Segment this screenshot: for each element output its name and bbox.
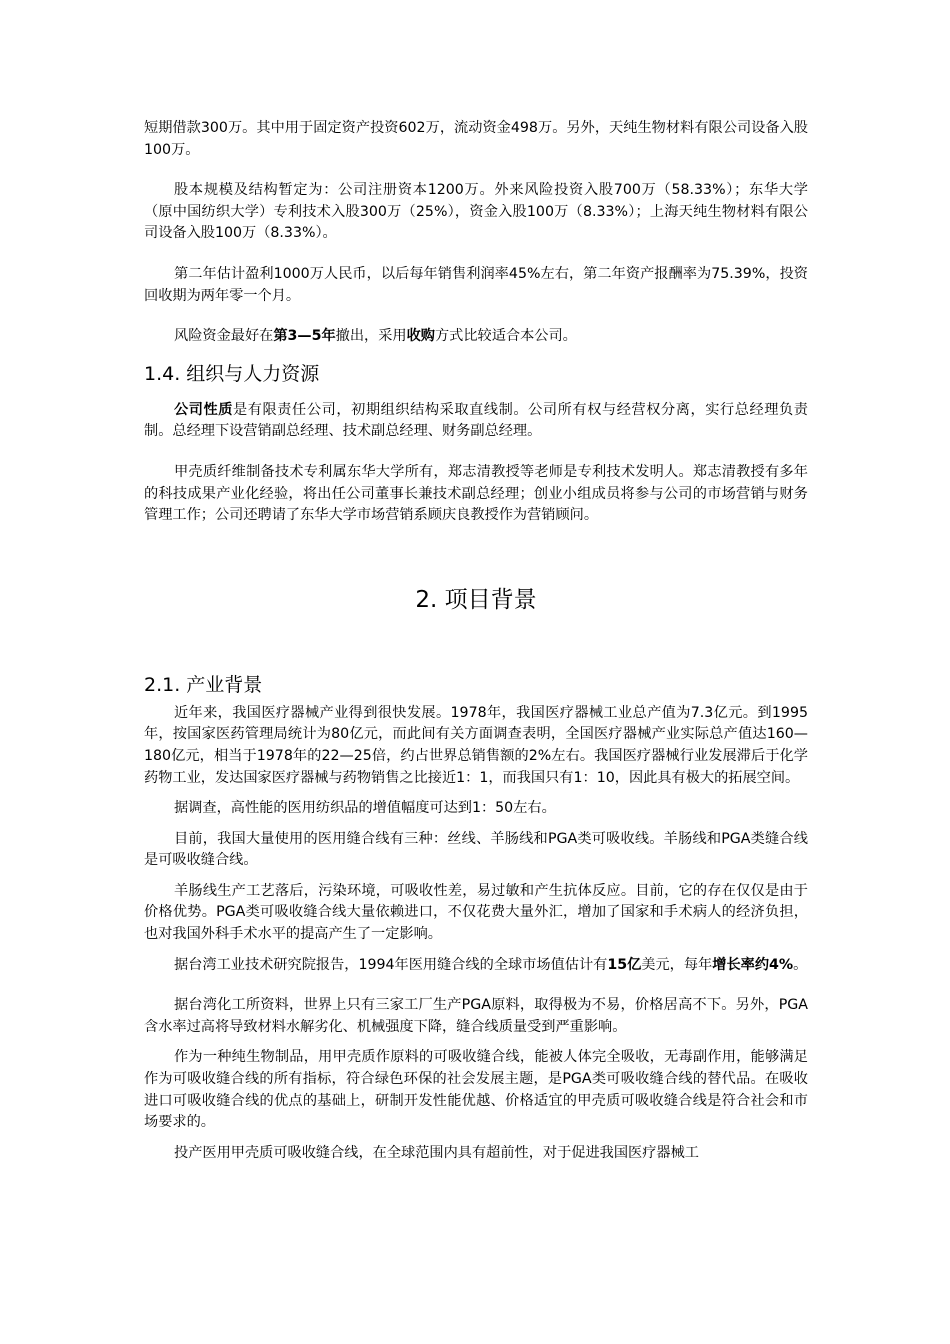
text-run: 。	[793, 956, 808, 973]
paragraph-pga-supply: 据台湾化工所资料，世界上只有三家工厂生产PGA原料，取得极为不易，价格居高不下。另外，PGA含水率过高将导致材料水解劣化、机械强度下降，缝合线质量受到严重影响。	[144, 997, 808, 1035]
bold-text: 15亿	[607, 956, 642, 973]
bold-text: 公司性质	[174, 401, 234, 418]
paragraph-company-nature	[144, 400, 808, 443]
text-run: 撤出，采用	[335, 328, 407, 345]
text-run: 风险资金最好在	[174, 328, 274, 345]
paragraph-exit-strategy	[144, 326, 808, 348]
paragraph-textile-value: 据调查，高性能的医用纺织品的增值幅度可达到1：50左右。	[174, 800, 556, 817]
text-run: 是有限责任公司，初期组织结构采取直线制。公司所有权与经营权分离，实行总经理负责制。总经理下设营销副总经理、技术副总经理、财务副总经理。	[144, 401, 808, 440]
paragraph-catgut-problems: 羊肠线生产工艺落后，污染环境，可吸收性差，易过敏和产生抗体反应。目前，它的存在仅仅是由于价格优势。PGA类可吸收缝合线大量依赖进口，不仅花费大量外汇，增加了国家和手术病人的经济负担，也对我国外科手术水平的提高产生了一定影响。	[144, 882, 808, 943]
text-run: 方式比较适合本公司。	[434, 328, 577, 345]
chapter-heading-2: 2. 项目背景	[415, 586, 537, 613]
paragraph-equity-structure: 股本规模及结构暂定为：公司注册资本1200万。外来风险投资入股700万（58.33%）；东华大学（原中国纺织大学）专利技术入股300万（25%），资金入股100万（8.33%）；上海天纯生物材料有限公司设备入股100万（8.33%）。	[144, 182, 808, 242]
bold-text: 收购	[406, 328, 435, 345]
paragraph-industry-growth: 近年来，我国医疗器械产业得到很快发展。1978年，我国医疗器械工业总产值为7.3亿元。到1995年，按国家医药管理局统计为80亿元，而此间有关方面调查表明，全国医疗器械产业实际总产值达160—180亿元，相当于1978年的22—25倍，约占世界总销售额的2%左右。我国医疗器械行业发展滞后于化学药物工业，发达国家医疗器械与药物销售之比接近1：1，而我国只有1：10，因此具有极大的拓展空间。	[144, 704, 808, 786]
bold-text: 第3—5年	[273, 328, 336, 345]
section-heading-2-1: 2.1. 产业背景	[144, 673, 263, 696]
bold-text: 增长率约4%	[712, 956, 794, 973]
section-heading-1-4: 1.4. 组织与人力资源	[144, 362, 320, 385]
paragraph-global-market	[144, 955, 808, 977]
document-page	[144, 118, 808, 1164]
paragraph-team: 甲壳质纤维制备技术专利属东华大学所有，郑志清教授等老师是专利技术发明人。郑志清教授有多年的科技成果产业化经验，将出任公司董事长兼技术副总经理；创业小组成员将参与公司的市场营销与财务管理工作；公司还聘请了东华大学市场营销系顾庆良教授作为营销顾问。	[144, 463, 808, 524]
paragraph-profit-forecast: 第二年估计盈利1000万人民币，以后每年销售利润率45%左右，第二年资产报酬率为75.39%，投资回收期为两年零一个月。	[144, 265, 808, 304]
text-run: 据台湾工业技术研究院报告，1994年医用缝合线的全球市场值估计有	[174, 956, 608, 973]
paragraph-chitin-suture: 作为一种纯生物制品，用甲壳质作原料的可吸收缝合线，能被人体完全吸收，无毒副作用，能够满足作为可吸收缝合线的所有指标，符合绿色环保的社会发展主题，是PGA类可吸收缝合线的替代品。在吸收进口可吸收缝合线的优点的基础上，研制开发性能优越、价格适宜的甲壳质可吸收缝合线是符合社会和市场要求的。	[144, 1049, 808, 1131]
paragraph-production-significance: 投产医用甲壳质可吸收缝合线，在全球范围内具有超前性，对于促进我国医疗器械工	[174, 1144, 699, 1161]
text-run: 美元，每年	[641, 956, 713, 973]
paragraph-loans: 短期借款300万。其中用于固定资产投资602万，流动资金498万。另外，天纯生物材料有限公司设备入股100万。	[144, 120, 808, 158]
paragraph-suture-types: 目前，我国大量使用的医用缝合线有三种：丝线、羊肠线和PGA类可吸收线。羊肠线和PGA类缝合线是可吸收缝合线。	[144, 830, 808, 869]
